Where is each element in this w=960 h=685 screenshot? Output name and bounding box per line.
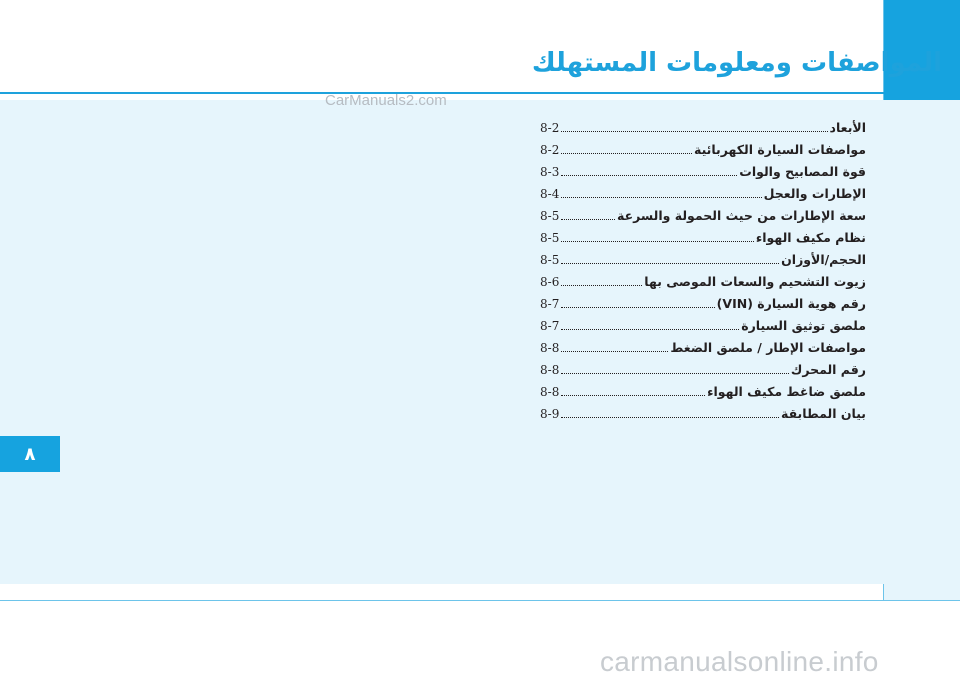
toc-entry[interactable] [540,186,866,208]
toc-entry-label: ملصق توثيق السيارة [741,318,866,333]
toc-entry-label: قوة المصابيح والوات [739,164,866,179]
toc-entry[interactable] [540,120,866,142]
toc-page-number: 8-2 [540,143,560,157]
toc-entry[interactable] [540,384,866,406]
watermark-top: CarManuals2.com [325,92,447,109]
toc-page-number: 8-4 [540,187,560,201]
toc-page-number: 8-6 [540,275,560,289]
toc-leader-dots [561,233,754,242]
toc-leader-dots [561,277,642,286]
toc-entry-label: رقم هوية السيارة (VIN) [716,296,866,311]
toc-page-number: 8-9 [540,407,560,421]
toc-page-number: 8-2 [540,121,560,135]
toc-leader-dots [561,409,779,418]
toc-page-number: 8-3 [540,165,560,179]
toc-entry[interactable] [540,340,866,362]
table-of-contents [540,120,866,428]
toc-entry-label: مواصفات الإطار / ملصق الضغط [670,340,866,355]
watermark-bottom: carmanualsonline.info [600,646,879,677]
toc-page-number: 8-8 [540,363,560,377]
toc-entry-label: الحجم/الأوزان [781,252,866,267]
toc-entry[interactable] [540,274,866,296]
toc-leader-dots [561,211,615,220]
toc-entry-label: نظام مكيف الهواء [755,230,866,245]
toc-entry-label: زيوت التشحيم والسعات الموصى بها [644,274,866,289]
toc-leader-dots [561,387,705,396]
toc-page-number: 8-5 [540,231,560,245]
toc-leader-dots [561,145,692,154]
toc-page-number: 8-5 [540,253,560,267]
toc-leader-dots [561,321,739,330]
toc-leader-dots [561,365,789,374]
toc-entry[interactable] [540,142,866,164]
toc-entry-label: ملصق ضاغط مكيف الهواء [707,384,866,399]
toc-leader-dots [561,189,761,198]
toc-page-number: 8-7 [540,319,560,333]
toc-entry-label: بيان المطابقة [780,406,866,421]
toc-page-number: 8-5 [540,209,560,223]
toc-entry[interactable] [540,406,866,428]
toc-entry[interactable] [540,318,866,340]
toc-entry[interactable] [540,252,866,274]
toc-leader-dots [561,167,737,176]
toc-entry[interactable] [540,208,866,230]
toc-entry-label: مواصفات السيارة الكهربائية [693,142,866,157]
toc-entry[interactable] [540,164,866,186]
toc-leader-dots [561,255,779,264]
toc-page-number: 8-8 [540,341,560,355]
toc-entry-label: الإطارات والعجل [763,186,866,201]
toc-page-number: 8-7 [540,297,560,311]
toc-leader-dots [561,123,827,132]
footer-rule [0,600,960,601]
page-title: المواصفات ومعلومات المستهلك [531,48,942,78]
toc-leader-dots [561,299,714,308]
chapter-number-tab[interactable] [0,436,60,472]
toc-entry-label: الأبعاد [829,120,866,135]
chapter-number: ٨ [24,443,36,465]
toc-page-number: 8-8 [540,385,560,399]
toc-entry-label: رقم المحرك [790,362,866,377]
toc-leader-dots [561,343,668,352]
toc-entry[interactable] [540,296,866,318]
toc-entry[interactable] [540,362,866,384]
toc-entry-label: سعة الإطارات من حيث الحمولة والسرعة [617,208,866,223]
toc-entry[interactable] [540,230,866,252]
